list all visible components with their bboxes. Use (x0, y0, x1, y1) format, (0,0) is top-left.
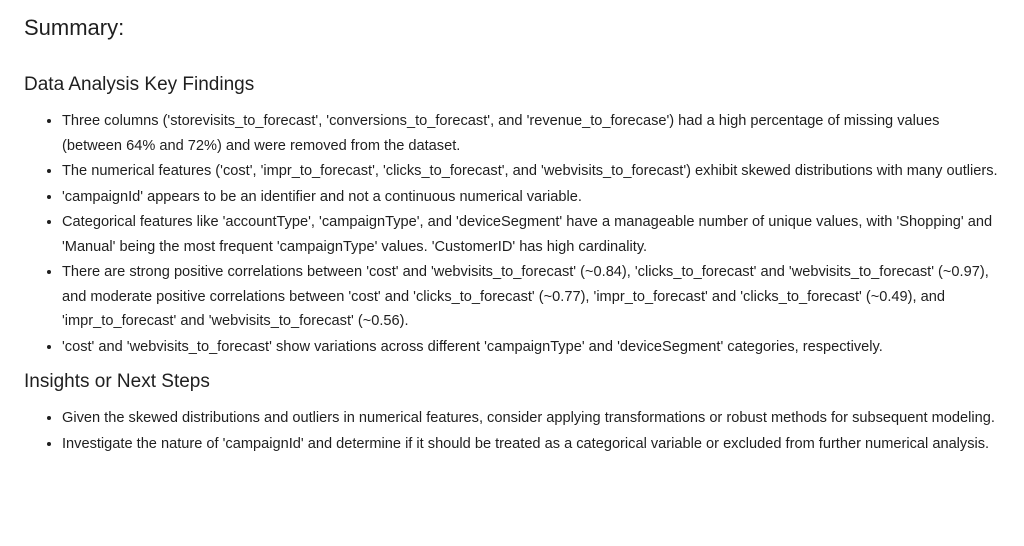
list-item: • 'cost' and 'webvisits_to_forecast' show variations across different 'campaignType' and 'deviceSegment' categories, respectively. (62, 334, 1000, 360)
list-item: • Categorical features like 'accountType', 'campaignType', and 'deviceSegment' have a manageable number of unique values, with 'Shopping' and 'Manual' being the most frequent 'campaignType' values. 'CustomerID' has high cardinality. (62, 209, 1000, 259)
next-steps-heading: Insights or Next Steps (24, 371, 210, 392)
list-item: • 'campaignId' appears to be an identifier and not a continuous numerical variable. (62, 184, 1000, 210)
list-item: • Given the skewed distributions and outliers in numerical features, consider applying transformations or robust methods for subsequent modeling. (62, 405, 1000, 431)
list-item: • The numerical features ('cost', 'impr_to_forecast', 'clicks_to_forecast', and 'webvisits_to_forecast') exhibit skewed distributions with many outliers. (62, 158, 1000, 184)
next-steps-list (24, 405, 1000, 456)
key-findings-list (24, 108, 1000, 359)
list-item: • Investigate the nature of 'campaignId' and determine if it should be treated as a categorical variable or excluded from further numerical analysis. (62, 431, 1000, 457)
list-item: • Three columns ('storevisits_to_forecast', 'conversions_to_forecast', and 'revenue_to_forecase') had a high percentage of missing values (between 64% and 72%) and were removed from the dataset. (62, 108, 1000, 158)
key-findings-heading: Data Analysis Key Findings (24, 74, 255, 95)
list-item: • There are strong positive correlations between 'cost' and 'webvisits_to_forecast' (~0.84), 'clicks_to_forecast' and 'webvisits_to_forecast' (~0.97), and moderate positive correlations between 'cost' and 'clicks_to_forecast' (~0.77), 'impr_to_forecast' and 'clicks_to_forecast' (~0.49), and 'impr_to_forecast' and 'webvisits_to_forecast' (~0.56). (62, 259, 1000, 334)
summary-title: Summary: (24, 15, 125, 40)
